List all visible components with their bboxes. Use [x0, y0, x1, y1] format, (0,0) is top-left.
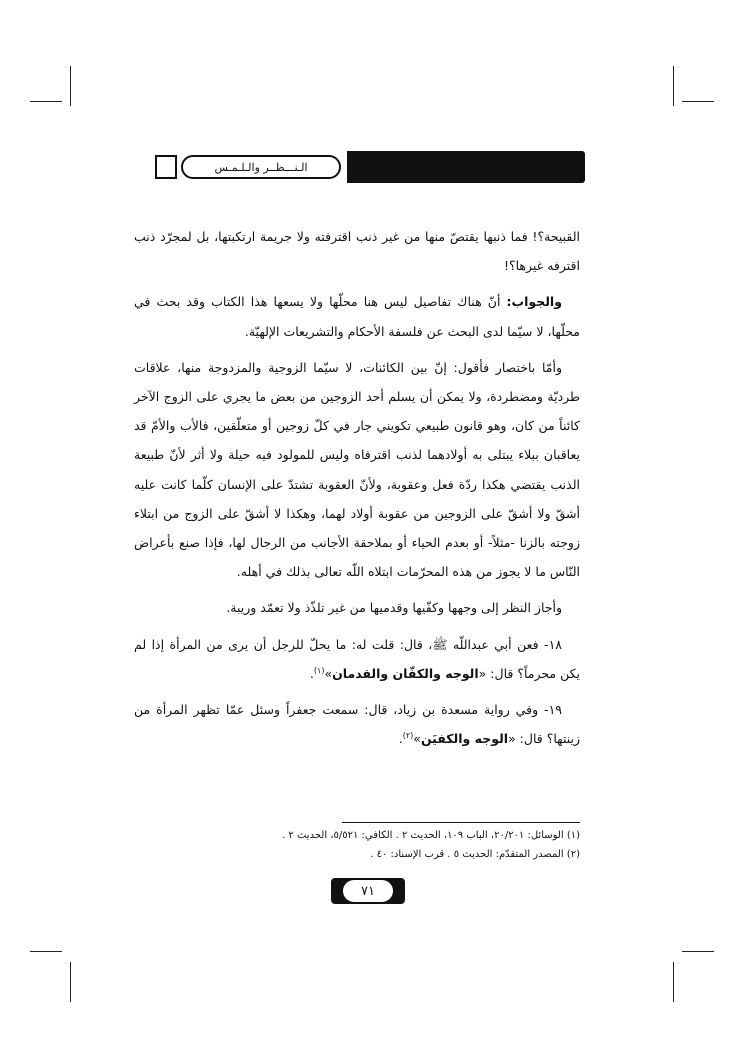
running-header [155, 151, 585, 183]
footnote-1: (١) الوسائل: ٢٠/٢٠١، الباب ١٠٩، الحديث ٢ . الكافي: ٥/٥٢١، الحديث ٢ . [282, 830, 580, 841]
crop-mark-top-right-v [673, 66, 674, 106]
hadith-19-end: . [398, 731, 403, 747]
hadith-18-end: . [309, 665, 314, 681]
paragraph-1: القبيحة؟! فما ذنبها يقتصّ منها من غير ذنب اقترفته ولا جريمة ارتكبتها، بل لمجرّد ذنب اقترفه غيرها؟! [134, 229, 580, 274]
crop-mark-bottom-right-v [673, 962, 674, 1002]
page-number: ٧١ [343, 880, 393, 902]
crop-mark-bottom-left-h [30, 951, 62, 952]
footnote-ref-1[interactable]: (١) [313, 665, 325, 675]
crop-mark-bottom-right-h [682, 951, 714, 952]
hadith-19 [134, 695, 580, 753]
header-ornament-left [155, 155, 177, 179]
hadith-18-text: ١٨- فعن أبي عبداللّه ﷺ، قال: قلت له: ما يحلّ للرجل أن يرى من المرأة إذا لم يكن محرماً؟ قال: « [134, 636, 580, 681]
crop-mark-bottom-left-v [70, 962, 71, 1002]
paragraph-3: وأمّا باختصار فأقول: إنّ بين الكائنات، لا سيّما الزوجية والمزدوجة منها، علاقات طرديّة ومضطردة، ولا يمكن أن يسلم أحد الزوجين من بعض ما يجري على الزوج الآخر كائناً من كان، وهو قانون طبيعي تكويني جار في كلّ زوجين أو متعلّقين، فالأب والأمّ قد يعاقبان ببلاء يبتلى به أولادهما لذنب اقترفاه وليس للمولود فيه حيلة ولا أثر لأنّ طبيعة الذنب يقتضي هكذا ردّة فعل وعقوبة، ولأنّ العقوبة تشتدّ على الإنسان كلّما كانت عليه أشقّ ولا أشقّ على الزوجين من عقوبة أولاد لهما، وهكذا لا أشقّ على الزوج من ابتلاء زوجته بالزنا -مثلاً- أو بعدم الحياء أو بملاحقة الأجانب من الرجال لها، فإذا صنع بأعراض النّاس ما لا يجوز من هذه المحرّمات ابتلاه اللّه تعالى بذلك في أهله. [134, 359, 580, 580]
header-title: الـنـــظــر والـلـمـس [181, 155, 341, 179]
hadith-19-close: » [413, 731, 421, 747]
paragraph-2 [134, 287, 580, 345]
header-ornament-right [347, 151, 585, 183]
page-number-frame [331, 878, 405, 904]
footnote-ref-2[interactable]: (٢) [402, 731, 414, 741]
paragraph-2-text: أنّ هناك تفاصيل ليس هنا محلّها ولا يسعها هذا الكتاب وقد بحث في محلّها، لا سيّما لدى البحث عن فلسفة الأحكام والتشريعات الإلهيّة. [134, 294, 580, 339]
footnotes [200, 826, 580, 864]
crop-mark-top-left-h [30, 101, 62, 102]
main-text [134, 222, 580, 760]
crop-mark-top-left-v [70, 66, 71, 106]
answer-label: والجواب: [506, 294, 562, 310]
crop-mark-top-right-h [682, 101, 714, 102]
hadith-18-close: » [324, 665, 333, 681]
footnote-2: (٢) المصدر المتقدّم: الحديث ٥ . قرب الإسناد: ٤٠ . [370, 849, 580, 860]
paragraph-4: وأجاز النظر إلى وجهها وكفّيها وقدميها من غير تلذّذ ولا تعمّد وريبة. [226, 600, 562, 616]
hadith-18-quote: الوجه والكفّان والقدمان [332, 665, 479, 681]
hadith-19-quote: الوجه والكفيَن [420, 731, 509, 747]
hadith-18 [134, 630, 580, 688]
hadith-19-text: ١٩- وفي رواية مسعدة بن زياد، قال: سمعت جعفراً وسئل عمّا تظهر المرأة من زينتها؟ قال: « [134, 702, 580, 747]
footnote-rule [342, 822, 580, 823]
